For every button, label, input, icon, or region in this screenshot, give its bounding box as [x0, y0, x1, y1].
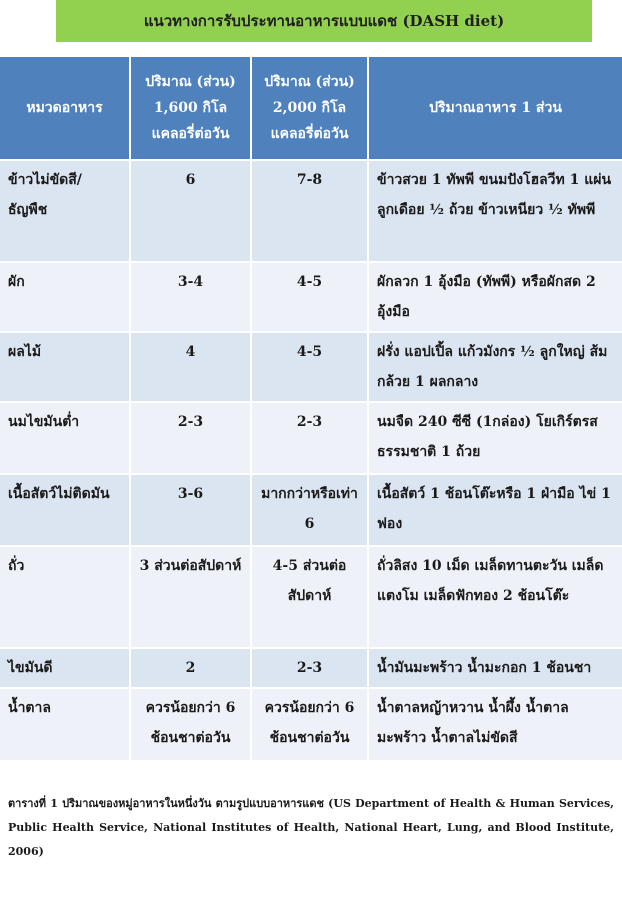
cell-serving-size: น้ำตาลหญ้าหวาน น้ำผึ้ง น้ำตาลมะพร้าว น้ำตาลไม่ขัดสี [368, 688, 622, 760]
header-servings-1600: ปริมาณ (ส่วน) 1,600 กิโลแคลอรี่ต่อวัน [130, 57, 251, 160]
cell-serving-size: ถั่วลิสง 10 เม็ด เมล็ดทานตะวัน เมล็ดแตงโม เมล็ดฟักทอง 2 ช้อนโต๊ะ [368, 546, 622, 648]
header-servings-2000: ปริมาณ (ส่วน) 2,000 กิโลแคลอรี่ต่อวัน [251, 57, 368, 160]
table-row [0, 262, 622, 332]
cell-servings-2000: 4-5 [251, 332, 368, 402]
cell-food-group: ข้าวไม่ขัดสี/ธัญพืช [0, 160, 130, 262]
cell-servings-2000: ควรน้อยกว่า 6 ช้อนชาต่อวัน [251, 688, 368, 760]
cell-servings-1600: 3-4 [130, 262, 251, 332]
dash-diet-table [0, 57, 622, 760]
cell-servings-1600: ควรน้อยกว่า 6 ช้อนชาต่อวัน [130, 688, 251, 760]
cell-servings-1600: 3-6 [130, 474, 251, 546]
table-row [0, 160, 622, 262]
cell-servings-1600: 2 [130, 648, 251, 688]
table-row [0, 402, 622, 474]
header-serving-size: ปริมาณอาหาร 1 ส่วน [368, 57, 622, 160]
cell-servings-1600: 2-3 [130, 402, 251, 474]
cell-servings-1600: 3 ส่วนต่อสัปดาห์ [130, 546, 251, 648]
cell-servings-1600: 6 [130, 160, 251, 262]
cell-serving-size: น้ำมันมะพร้าว น้ำมะกอก 1 ช้อนชา [368, 648, 622, 688]
cell-servings-2000: 4-5 [251, 262, 368, 332]
header-food-group: หมวดอาหาร [0, 57, 130, 160]
cell-servings-2000: 2-3 [251, 402, 368, 474]
cell-food-group: ผลไม้ [0, 332, 130, 402]
table-row [0, 546, 622, 648]
table-row [0, 648, 622, 688]
cell-servings-2000: 4-5 ส่วนต่อสัปดาห์ [251, 546, 368, 648]
cell-servings-2000: มากกว่าหรือเท่า 6 [251, 474, 368, 546]
table-row [0, 688, 622, 760]
table-row [0, 474, 622, 546]
cell-serving-size: ฝรั่ง แอปเปิ้ล แก้วมังกร ½ ลูกใหญ่ ส้ม กล้วย 1 ผลกลาง [368, 332, 622, 402]
table-caption: ตารางที่ 1 ปริมาณของหมู่อาหารในหนึ่งวัน ตามรูปแบบอาหารแดช (US Department of Health & Human Services, Public Health Service, National Institutes of Health, National Heart, Lung, and Blood Institute, 2006) [8, 797, 614, 858]
cell-servings-1600: 4 [130, 332, 251, 402]
cell-food-group: ผัก [0, 262, 130, 332]
cell-food-group: น้ำตาล [0, 688, 130, 760]
cell-serving-size: ข้าวสวย 1 ทัพพี ขนมปังโฮลวีท 1 แผ่นลูกเดือย ½ ถ้วย ข้าวเหนียว ½ ทัพพี [368, 160, 622, 262]
cell-servings-2000: 7-8 [251, 160, 368, 262]
table-row [0, 332, 622, 402]
cell-food-group: เนื้อสัตว์ไม่ติดมัน [0, 474, 130, 546]
cell-serving-size: เนื้อสัตว์ 1 ช้อนโต๊ะหรือ 1 ฝ่ามือ ไข่ 1 ฟอง [368, 474, 622, 546]
cell-food-group: นมไขมันต่ำ [0, 402, 130, 474]
page-title: แนวทางการรับประทานอาหารแบบแดช (DASH diet) [56, 0, 592, 42]
cell-food-group: ไขมันดี [0, 648, 130, 688]
cell-serving-size: นมจืด 240 ซีซี (1กล่อง) โยเกิร์ตรสธรรมชาติ 1 ถ้วย [368, 402, 622, 474]
table-header-row [0, 57, 622, 160]
cell-food-group: ถั่ว [0, 546, 130, 648]
cell-serving-size: ผักลวก 1 อุ้งมือ (ทัพพี) หรือผักสด 2 อุ้งมือ [368, 262, 622, 332]
cell-servings-2000: 2-3 [251, 648, 368, 688]
